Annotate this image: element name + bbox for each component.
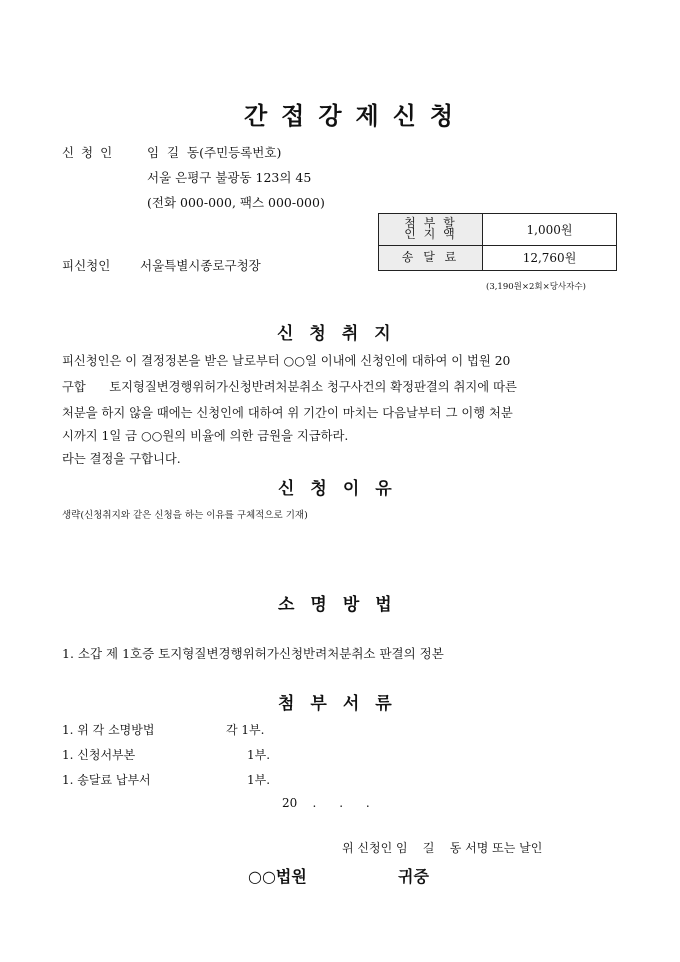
purpose-line-3: 처분을 하지 않을 때에는 신청인에 대하여 위 기간이 마치는 다음날부터 그 이행 처분: [62, 406, 513, 420]
applicant-name: 임 길 동(주민등록번호): [147, 145, 282, 160]
fee-label-stamp-line1: 첨 부 할: [404, 216, 457, 231]
attachment-1-name: 1. 위 각 소명방법: [62, 723, 155, 737]
respondent-label: 피신청인: [62, 258, 111, 273]
fee-value-stamp: 1,000원: [483, 214, 617, 246]
attachment-3-name: 1. 송달료 납부서: [62, 773, 151, 787]
reason-heading: 신청이유: [278, 479, 408, 499]
purpose-line-1: 피신청인은 이 결정정본을 받은 날로부터 ○○일 이내에 신청인에 대하여 이 법원 20: [62, 354, 511, 368]
applicant-label: 신 청 인: [62, 145, 113, 160]
fee-label-delivery: 송 달 료: [379, 245, 483, 270]
attach-heading: 첨부서류: [278, 694, 408, 714]
court-suffix: 귀중: [398, 867, 429, 886]
evidence-heading: 소명방법: [278, 595, 408, 615]
attachment-1-count: 각 1부.: [226, 723, 265, 737]
fee-note: (3,190원×2회×당사자수): [486, 282, 586, 292]
attachment-2-count: 1부.: [247, 748, 271, 762]
document-title: 간접강제신청: [244, 101, 468, 130]
date-line: 20 . . .: [282, 796, 370, 810]
purpose-line-4: 시까지 1일 금 ○○원의 비율에 의한 금원을 지급하라.: [62, 429, 349, 443]
fee-value-delivery: 12,760원: [483, 245, 617, 270]
court-name: ○○법원: [248, 867, 307, 886]
fee-row-delivery: [379, 245, 617, 270]
fee-label-stamp-line2: 인 지 액: [404, 227, 457, 242]
fee-label-stamp: [379, 214, 483, 246]
applicant-contact: (전화 000-000, 팩스 000-000): [147, 195, 325, 210]
reason-text: 생략(신청취지와 같은 신청을 하는 이유를 구체적으로 기재): [62, 510, 308, 521]
attachment-2-name: 1. 신청서부본: [62, 748, 136, 762]
fee-row-stamp: [379, 214, 617, 246]
applicant-address: 서울 은평구 불광동 123의 45: [147, 170, 312, 185]
evidence-item: 1. 소갑 제 1호증 토지형질변경행위허가신청반려처분취소 판결의 정본: [62, 646, 444, 661]
signature-line: 위 신청인 임 길 동 서명 또는 날인: [342, 841, 543, 855]
attachment-3-count: 1부.: [247, 773, 271, 787]
respondent-name: 서울특별시종로구청장: [140, 258, 261, 273]
purpose-line-2: 구합 토지형질변경행위허가신청반려처분취소 청구사건의 확정판결의 취지에 따른: [62, 380, 517, 394]
purpose-line-5: 라는 결정을 구합니다.: [62, 452, 181, 466]
fee-table: [378, 213, 617, 271]
purpose-heading: 신청취지: [277, 324, 407, 344]
